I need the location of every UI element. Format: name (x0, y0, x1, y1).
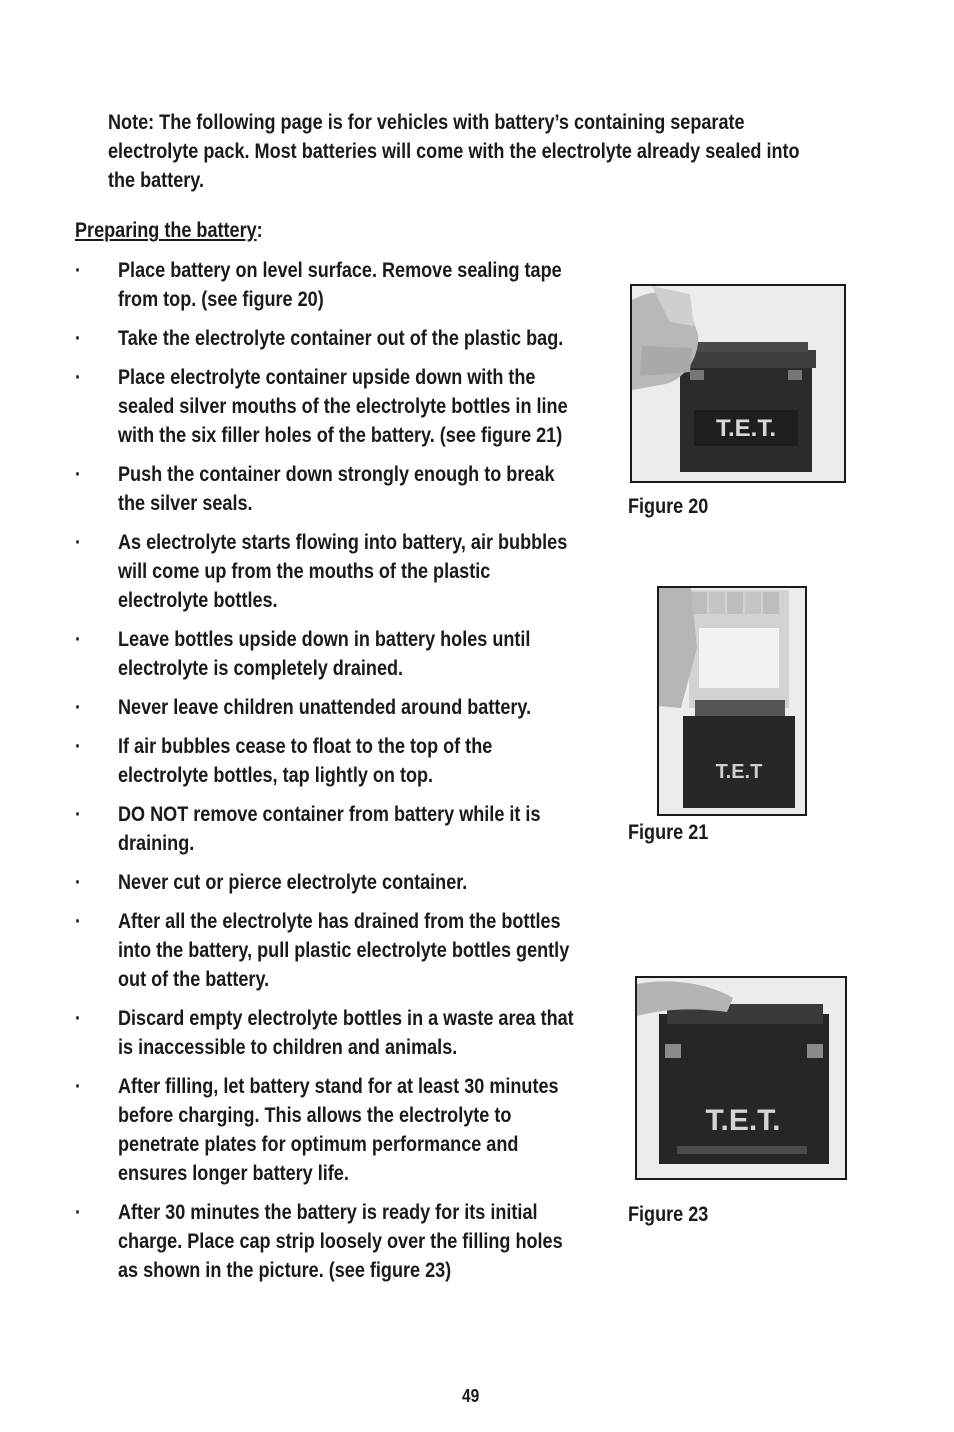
list-item (75, 1198, 591, 1285)
list-item (75, 693, 591, 722)
list-item (75, 625, 591, 683)
steps-list (75, 256, 675, 1295)
bullet-marker: · (75, 1201, 82, 1224)
step-text: Leave bottles upside down in battery holes until electrolyte is completely drained. (118, 628, 531, 680)
bullet-marker: · (75, 1075, 82, 1098)
list-item (75, 800, 591, 858)
list-item (75, 324, 591, 353)
list-item (75, 460, 591, 518)
list-item (75, 907, 591, 994)
bullet-marker: · (75, 696, 82, 719)
step-text: Never cut or pierce electrolyte container. (118, 871, 468, 894)
list-item (75, 528, 591, 615)
section-heading-colon: : (256, 219, 263, 242)
bullet-marker: · (75, 910, 82, 933)
bullet-marker: · (75, 803, 82, 826)
list-item (75, 868, 591, 897)
svg-text:T.E.T.: T.E.T. (715, 415, 777, 442)
svg-text:T.E.T.: T.E.T. (705, 1104, 781, 1137)
svg-text:T.E.T: T.E.T (715, 761, 763, 783)
step-text: If air bubbles cease to float to the top of the electrolyte bottles, tap lightly on top. (118, 735, 493, 787)
figure-23-photo (635, 976, 847, 1180)
step-text: As electrolyte starts flowing into battery, air bubbles will come up from the mouths of the plastic electrolyte bottles. (118, 531, 568, 612)
bullet-marker: · (75, 735, 82, 758)
list-item (75, 256, 591, 314)
figure-23-caption: Figure 23 (628, 1203, 709, 1226)
step-text: Discard empty electrolyte bottles in a waste area that is inaccessible to children and animals. (118, 1007, 574, 1059)
list-item (75, 732, 591, 790)
step-text: Take the electrolyte container out of the plastic bag. (118, 327, 564, 350)
figure-21-caption: Figure 21 (628, 821, 709, 844)
bullet-marker: · (75, 871, 82, 894)
step-text: Place battery on level surface. Remove sealing tape from top. (see figure 20) (118, 259, 562, 311)
bullet-marker: · (75, 628, 82, 651)
step-text: DO NOT remove container from battery while it is draining. (118, 803, 541, 855)
figure-20-caption: Figure 20 (628, 495, 709, 518)
list-item (75, 363, 591, 450)
list-item (75, 1072, 591, 1188)
bullet-marker: · (75, 463, 82, 486)
section-heading (75, 216, 333, 245)
bullet-marker: · (75, 259, 82, 282)
bullet-marker: · (75, 1007, 82, 1030)
list-item (75, 1004, 591, 1062)
figure-20-photo (630, 284, 846, 483)
step-text: After filling, let battery stand for at least 30 minutes before charging. This allows the electrolyte to penetrate plates for optimum performance and ensures longer battery life. (118, 1075, 559, 1185)
step-text: Never leave children unattended around battery. (118, 696, 532, 719)
page-number: 49 (462, 1386, 480, 1406)
bullet-marker: · (75, 531, 82, 554)
bullet-marker: · (75, 327, 82, 350)
step-text: Place electrolyte container upside down with the sealed silver mouths of the electrolyte bottles in line with the six filler holes of the battery. (see figure 21) (118, 366, 568, 447)
step-text: Push the container down strongly enough to break the silver seals. (118, 463, 555, 515)
step-text: After 30 minutes the battery is ready for its initial charge. Place cap strip loosely over the filling holes as shown in the picture. (see figure 23) (118, 1201, 563, 1282)
step-text: After all the electrolyte has drained from the bottles into the battery, pull plastic electrolyte bottles gently out of the battery. (118, 910, 570, 991)
figure-21-photo (657, 586, 807, 816)
bullet-marker: · (75, 366, 82, 389)
section-heading-title: Preparing the battery (75, 219, 257, 242)
note-paragraph: Note: The following page is for vehicles with battery’s containing separate electrolyte pack. Most batteries will come with the electrolyte already sealed into the battery. (108, 111, 800, 192)
